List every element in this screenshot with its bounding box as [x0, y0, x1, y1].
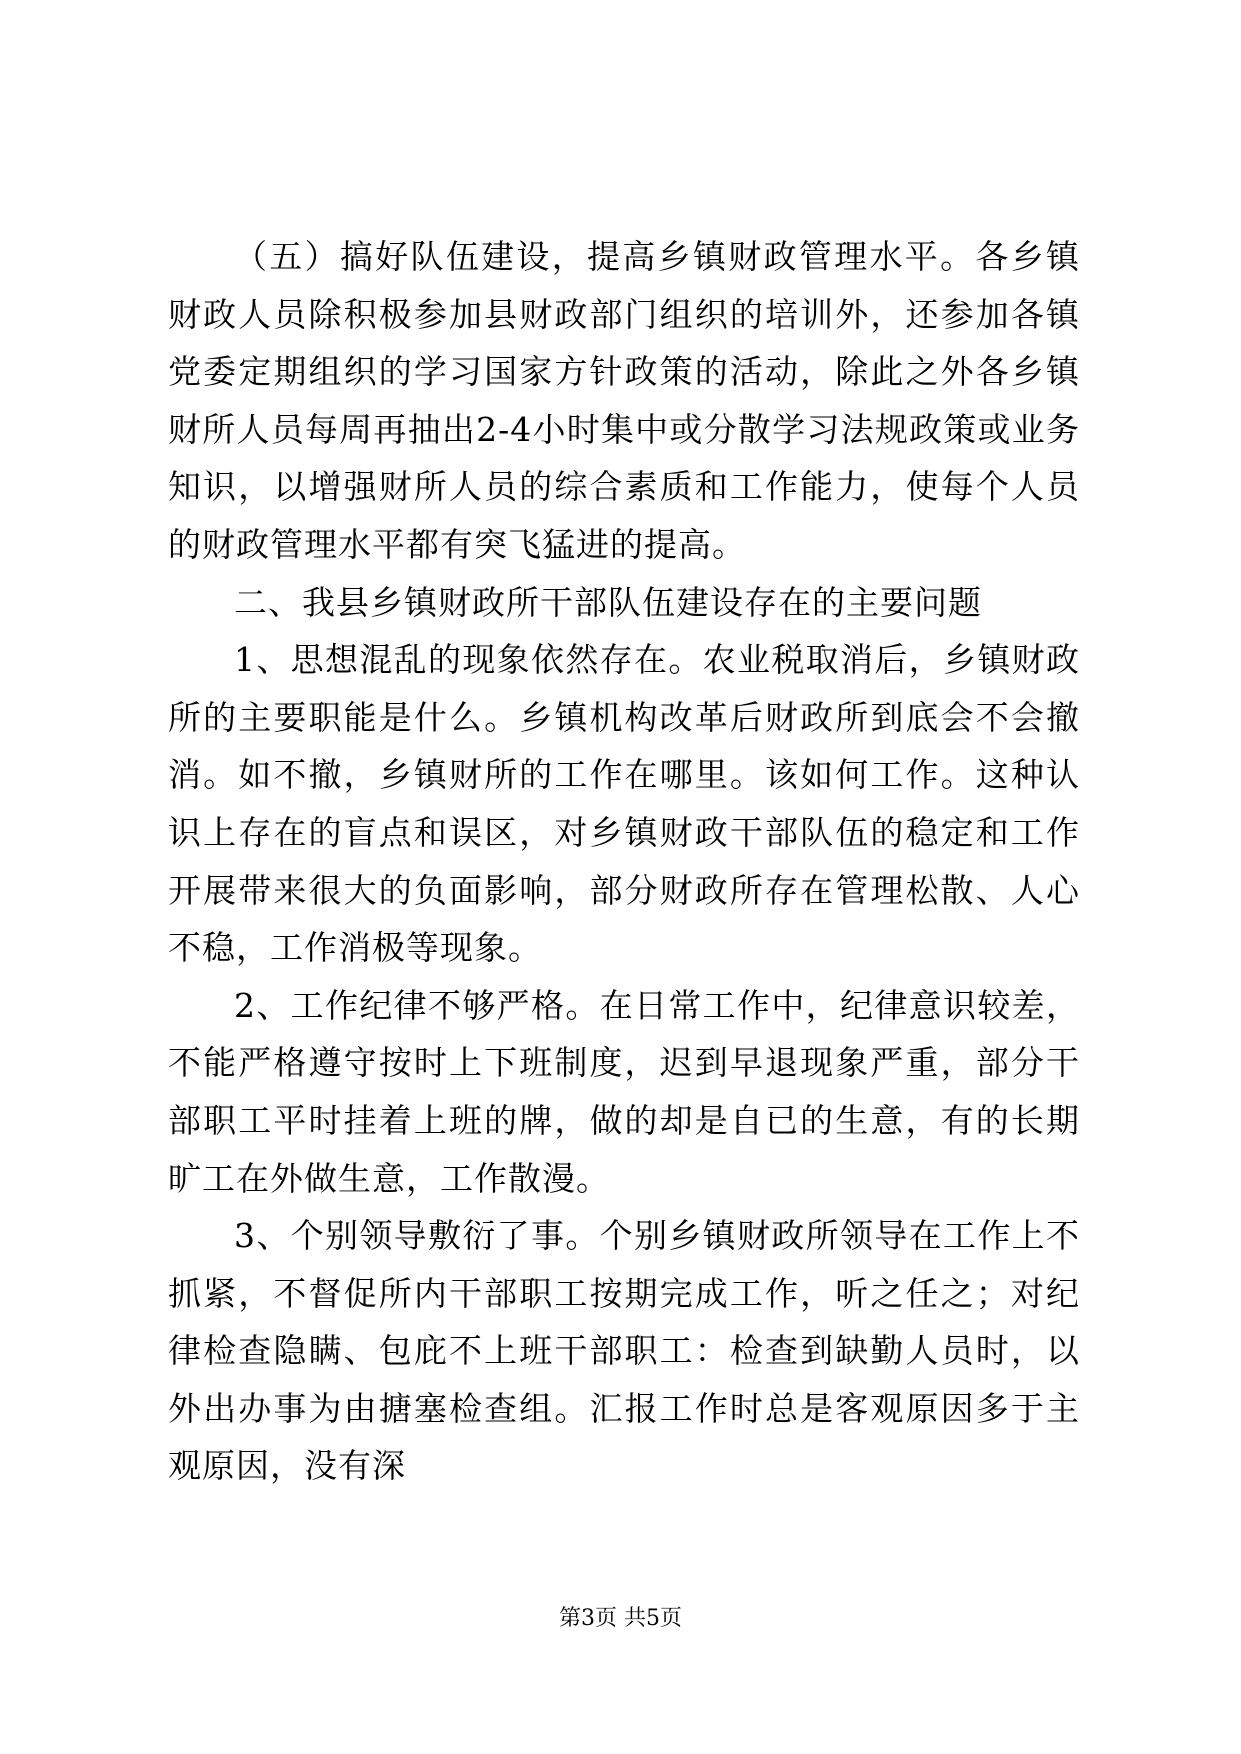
paragraph-team-building: （五）搞好队伍建设，提高乡镇财政管理水平。各乡镇财政人员除积极参加县财政部门组织的培训外，还参加各镇党委定期组织的学习国家方针政策的活动，除此之外各乡镇财所人员每周再抽出2-4小时集中或分散学习法规政策或业务知识，以增强财所人员的综合素质和工作能力，使每个人员的财政管理水平都有突飞猛进的提高。 [168, 237, 1080, 564]
document-body [168, 228, 1080, 1495]
section-heading-main-problems: 二、我县乡镇财政所干部队伍建设存在的主要问题 [234, 582, 982, 622]
paragraph-problem-2: 2、工作纪律不够严格。在日常工作中，纪律意识较差，不能严格遵守按时上下班制度，迟到早退现象严重，部分干部职工平时挂着上班的牌，做的却是自已的生意，有的长期旷工在外做生意，工作散漫。 [168, 985, 1080, 1198]
page-number-footer: 第3页 共5页 [559, 1606, 682, 1631]
paragraph-problem-1: 1、思想混乱的现象依然存在。农业税取消后，乡镇财政所的主要职能是什么。乡镇机构改革后财政所到底会不会撤消。如不撤，乡镇财所的工作在哪里。该如何工作。这种认识上存在的盲点和误区，对乡镇财政干部队伍的稳定和工作开展带来很大的负面影响，部分财政所存在管理松散、人心不稳，工作消极等现象。 [168, 640, 1080, 968]
paragraph-problem-3: 3、个别领导敷衍了事。个别乡镇财政所领导在工作上不抓紧，不督促所内干部职工按期完成工作，听之任之；对纪律检查隐瞒、包庇不上班干部职工：检查到缺勤人员时，以外出办事为由搪塞检查组。汇报工作时总是客观原因多于主观原因，没有深 [168, 1216, 1080, 1486]
